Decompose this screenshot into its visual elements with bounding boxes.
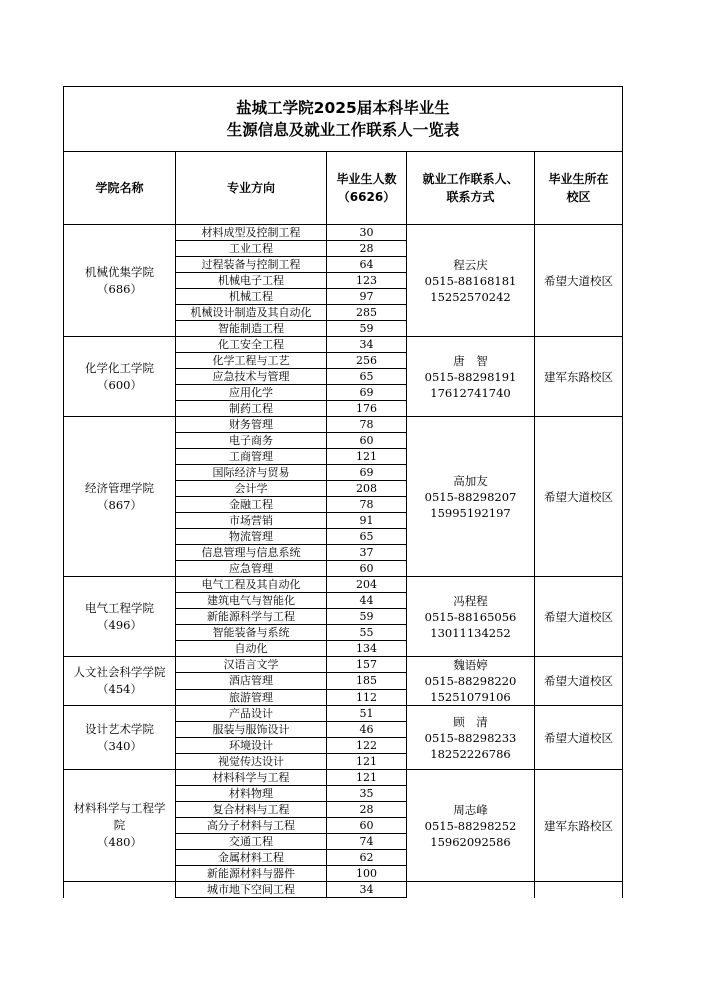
- contact-cell: [407, 225, 535, 337]
- graduate-count: 78: [327, 497, 407, 513]
- header-contact-line-2: 联系方式: [446, 190, 495, 204]
- header-campus-line-2: 校区: [566, 190, 591, 204]
- major-name: 智能装备与系统: [176, 625, 327, 641]
- graduate-count: 62: [327, 850, 407, 866]
- major-name: 城市地下空间工程: [176, 882, 327, 898]
- graduate-count: 37: [327, 545, 407, 561]
- contact-mobile: 15251079106: [430, 690, 511, 704]
- contact-name: 程云庆: [453, 257, 488, 272]
- college-name-line: 设计艺术学院: [85, 721, 154, 736]
- college-name-cell: [64, 882, 176, 898]
- graduate-count: 44: [327, 593, 407, 609]
- major-name: 自动化: [176, 641, 327, 657]
- college-name-line: 人文社会科学学院: [73, 665, 166, 679]
- contact-mobile: 17612741740: [430, 385, 511, 400]
- graduate-count: 208: [327, 481, 407, 497]
- graduate-count: 176: [327, 401, 407, 417]
- major-name: 机械电子工程: [176, 273, 327, 289]
- major-name: 交通工程: [176, 834, 327, 850]
- graduate-count: 157: [327, 657, 407, 673]
- title-line-2: 生源信息及就业工作联系人一览表: [226, 121, 460, 139]
- college-name-line: 机械优集学院: [85, 264, 154, 279]
- college-name-line: 材料科学与工程学: [73, 801, 166, 815]
- college-name-line: （600）: [97, 377, 142, 392]
- major-name: 环境设计: [176, 738, 327, 754]
- table-row: [64, 337, 623, 353]
- major-name: 金融工程: [176, 497, 327, 513]
- major-name: 产品设计: [176, 706, 327, 722]
- major-name: 应急技术与管理: [176, 369, 327, 385]
- major-name: 物流管理: [176, 529, 327, 545]
- major-name: 应用化学: [176, 385, 327, 401]
- college-name-line: 电气工程学院: [85, 600, 154, 615]
- major-name: 材料成型及控制工程: [176, 225, 327, 241]
- graduate-count: 100: [327, 866, 407, 882]
- contact-phone: 0515-88298252: [424, 818, 517, 833]
- graduate-count: 69: [327, 385, 407, 401]
- table-row: [64, 225, 623, 241]
- contact-phone: 0515-88298233: [424, 730, 517, 745]
- graduate-count: 65: [327, 529, 407, 545]
- graduate-count: 204: [327, 577, 407, 593]
- major-name: 会计学: [176, 481, 327, 497]
- graduate-count: 91: [327, 513, 407, 529]
- major-name: 过程装备与控制工程: [176, 257, 327, 273]
- major-name: 旅游管理: [176, 689, 327, 705]
- graduate-count: 122: [327, 738, 407, 754]
- college-name-cell: [64, 417, 176, 577]
- graduate-count: 285: [327, 305, 407, 321]
- college-name-line: （454）: [97, 682, 142, 696]
- graduate-count: 28: [327, 802, 407, 818]
- contact-phone: 0515-88165056: [424, 609, 517, 624]
- major-name: 复合材料与工程: [176, 802, 327, 818]
- graduate-count: 28: [327, 241, 407, 257]
- major-name: 智能制造工程: [176, 321, 327, 337]
- table-row: [64, 770, 623, 786]
- contact-mobile: 15252570242: [430, 289, 511, 304]
- table-row: [64, 657, 623, 673]
- graduate-count: 51: [327, 706, 407, 722]
- table-title: [64, 87, 623, 152]
- roster-sheet: [63, 86, 622, 898]
- college-name-cell: [64, 577, 176, 657]
- campus-cell: 希望大道校区: [535, 657, 623, 706]
- college-name-line: （686）: [97, 281, 142, 296]
- roster-table: [63, 86, 623, 898]
- major-name: 工业工程: [176, 241, 327, 257]
- header-count-line-2: （6626）: [337, 190, 396, 204]
- graduate-count: 112: [327, 689, 407, 705]
- graduate-count: 60: [327, 561, 407, 577]
- graduate-count: 69: [327, 465, 407, 481]
- graduate-count: 59: [327, 321, 407, 337]
- campus-cell: [535, 882, 623, 898]
- header-count: [327, 152, 407, 225]
- college-name-line: （480）: [97, 835, 142, 849]
- major-name: 工商管理: [176, 449, 327, 465]
- college-name-line: 院: [113, 818, 126, 832]
- title-row: [64, 87, 623, 152]
- college-name-cell: [64, 657, 176, 706]
- contact-phone: 0515-88298191: [424, 369, 517, 384]
- major-name: 酒店管理: [176, 673, 327, 689]
- campus-cell: 希望大道校区: [535, 417, 623, 577]
- contact-phone: 0515-88298220: [424, 674, 517, 688]
- header-contact: [407, 152, 535, 225]
- graduate-count: 185: [327, 673, 407, 689]
- graduate-count: 78: [327, 417, 407, 433]
- campus-cell: 希望大道校区: [535, 577, 623, 657]
- major-name: 金属材料工程: [176, 850, 327, 866]
- graduate-count: 59: [327, 609, 407, 625]
- major-name: 新能源材料与器件: [176, 866, 327, 882]
- contact-cell: [407, 577, 535, 657]
- college-name-line: 化学化工学院: [85, 360, 154, 375]
- major-name: 应急管理: [176, 561, 327, 577]
- major-name: 化学工程与工艺: [176, 353, 327, 369]
- campus-cell: 希望大道校区: [535, 225, 623, 337]
- major-name: 信息管理与信息系统: [176, 545, 327, 561]
- contact-name: 顾 清: [453, 714, 488, 729]
- major-name: 机械设计制造及其自动化: [176, 305, 327, 321]
- major-name: 国际经济与贸易: [176, 465, 327, 481]
- graduate-count: 123: [327, 273, 407, 289]
- contact-mobile: 15962092586: [430, 834, 511, 849]
- college-name-cell: [64, 225, 176, 337]
- graduate-count: 64: [327, 257, 407, 273]
- major-name: 材料物理: [176, 786, 327, 802]
- contact-cell: [407, 706, 535, 770]
- contact-cell: [407, 417, 535, 577]
- college-name-cell: [64, 770, 176, 882]
- major-name: 材料科学与工程: [176, 770, 327, 786]
- contact-name: 周志峰: [453, 802, 488, 817]
- table-row: [64, 706, 623, 722]
- contact-phone: 0515-88168181: [424, 273, 517, 288]
- graduate-count: 34: [327, 337, 407, 353]
- college-name-line: （496）: [97, 617, 142, 632]
- contact-name: 唐 智: [453, 353, 488, 368]
- table-row: [64, 577, 623, 593]
- header-row: [64, 152, 623, 225]
- graduate-count: 121: [327, 754, 407, 770]
- contact-mobile: 15995192197: [430, 505, 511, 520]
- header-campus-line-1: 毕业生所在: [548, 172, 609, 186]
- contact-mobile: 13011134252: [430, 625, 511, 640]
- contact-cell: [407, 882, 535, 898]
- major-name: 高分子材料与工程: [176, 818, 327, 834]
- college-name-cell: [64, 337, 176, 417]
- graduate-count: 55: [327, 625, 407, 641]
- major-name: 电气工程及其自动化: [176, 577, 327, 593]
- header-contact-line-1: 就业工作联系人、: [422, 172, 519, 186]
- college-name-line: 经济管理学院: [85, 480, 154, 495]
- title-line-1: 盐城工学院2025届本科毕业生: [236, 99, 450, 117]
- campus-cell: 建军东路校区: [535, 770, 623, 882]
- major-name: 机械工程: [176, 289, 327, 305]
- graduate-count: 121: [327, 449, 407, 465]
- contact-name: 魏语婷: [453, 658, 488, 672]
- header-major: 专业方向: [176, 152, 327, 225]
- college-name-line: （340）: [97, 738, 142, 753]
- header-college: 学院名称: [64, 152, 176, 225]
- graduate-count: 65: [327, 369, 407, 385]
- major-name: 化工安全工程: [176, 337, 327, 353]
- graduate-count: 134: [327, 641, 407, 657]
- header-count-line-1: 毕业生人数: [336, 172, 397, 186]
- graduate-count: 34: [327, 882, 407, 898]
- graduate-count: 35: [327, 786, 407, 802]
- major-name: 财务管理: [176, 417, 327, 433]
- graduate-count: 97: [327, 289, 407, 305]
- campus-cell: 建军东路校区: [535, 337, 623, 417]
- major-name: 汉语言文学: [176, 657, 327, 673]
- graduate-count: 121: [327, 770, 407, 786]
- major-name: 电子商务: [176, 433, 327, 449]
- contact-mobile: 18252226786: [430, 746, 511, 761]
- major-name: 新能源科学与工程: [176, 609, 327, 625]
- contact-phone: 0515-88298207: [424, 489, 517, 504]
- contact-cell: [407, 337, 535, 417]
- graduate-count: 74: [327, 834, 407, 850]
- college-name-cell: [64, 706, 176, 770]
- college-name-line: （867）: [97, 497, 142, 512]
- major-name: 视觉传达设计: [176, 754, 327, 770]
- graduate-count: 30: [327, 225, 407, 241]
- major-name: 市场营销: [176, 513, 327, 529]
- major-name: 服装与服饰设计: [176, 722, 327, 738]
- major-name: 制药工程: [176, 401, 327, 417]
- contact-cell: [407, 770, 535, 882]
- table-row: [64, 417, 623, 433]
- header-campus: [535, 152, 623, 225]
- contact-name: 冯程程: [453, 593, 488, 608]
- contact-name: 高加友: [453, 473, 488, 488]
- campus-cell: 希望大道校区: [535, 706, 623, 770]
- graduate-count: 46: [327, 722, 407, 738]
- graduate-count: 256: [327, 353, 407, 369]
- graduate-count: 60: [327, 818, 407, 834]
- major-name: 建筑电气与智能化: [176, 593, 327, 609]
- graduate-count: 60: [327, 433, 407, 449]
- table-row: [64, 882, 623, 898]
- contact-cell: [407, 657, 535, 706]
